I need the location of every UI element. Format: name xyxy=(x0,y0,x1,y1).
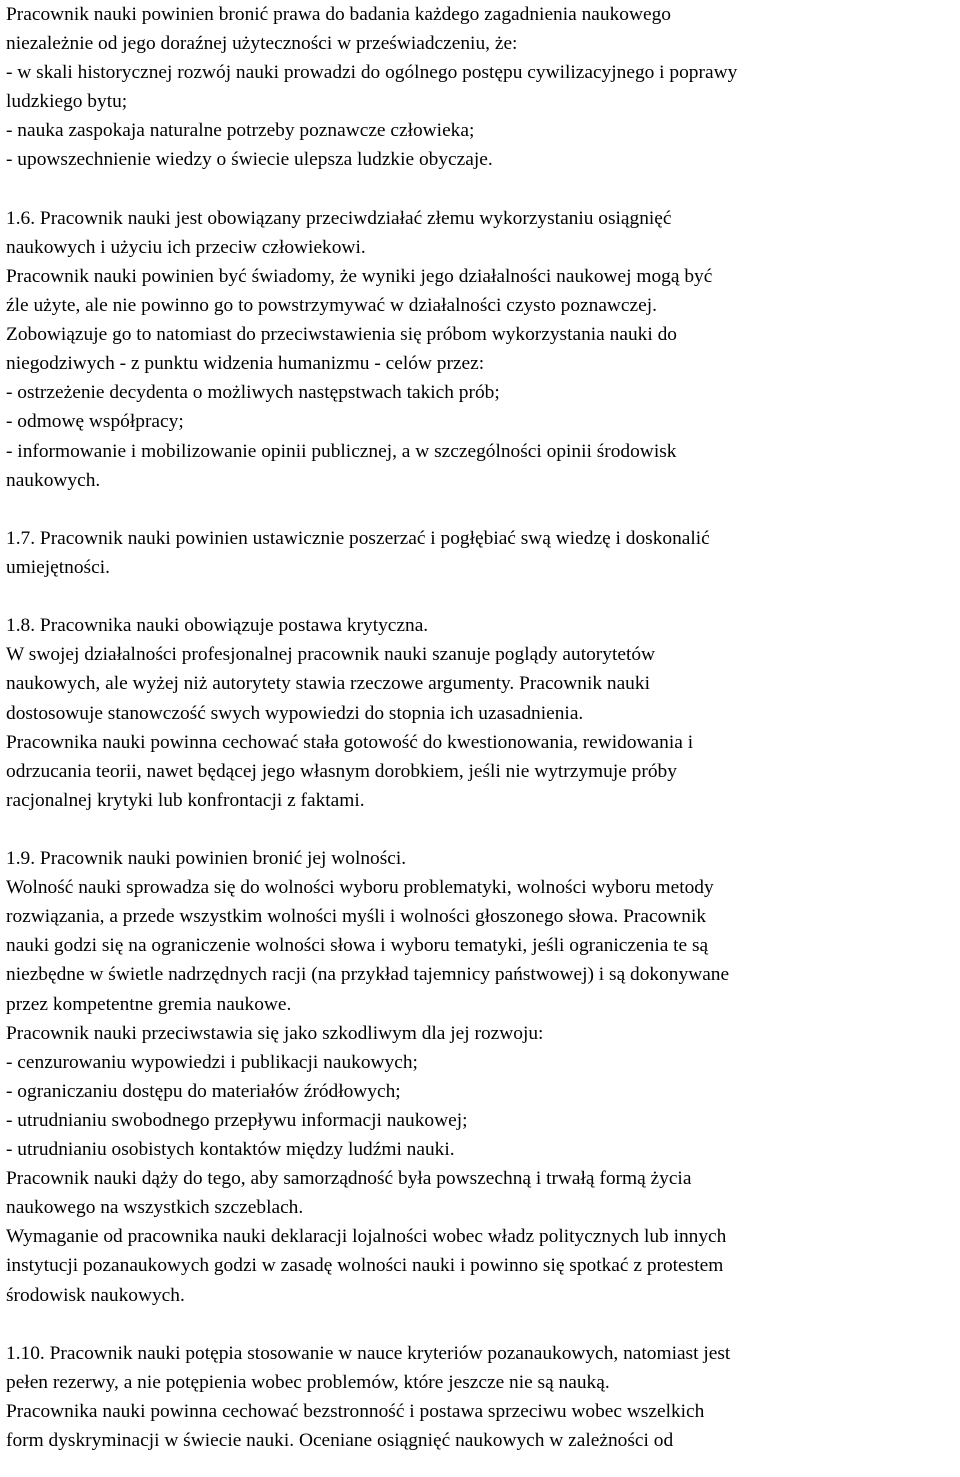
text-line: form dyskryminacji w świecie nauki. Oceniane osiągnięć naukowych w zależności od xyxy=(6,1430,674,1452)
paragraph-spacer xyxy=(6,582,951,611)
text-line: 1.6. Pracownik nauki jest obowiązany przeciwdziałać złemu wykorzystaniu osiągnięć xyxy=(6,207,672,229)
text-line: Wolność nauki sprowadza się do wolności wyboru problematyki, wolności wyboru metody xyxy=(6,877,714,899)
text-line: naukowych i użyciu ich przeciw człowiekowi. xyxy=(6,236,366,258)
text-line: W swojej działalności profesjonalnej pracownik nauki szanuje poglądy autorytetów xyxy=(6,644,656,666)
text-line: niezbędne w świetle nadrzędnych racji (na przykład tajemnicy państwowej) i są dokonywane xyxy=(6,964,730,986)
document-page xyxy=(6,0,951,1455)
text-line: środowisk naukowych. xyxy=(6,1284,185,1306)
text-line: 1.8. Pracownika nauki obowiązuje postawa krytyczna. xyxy=(6,615,429,637)
section-1-6 xyxy=(6,204,951,495)
text-line: Wymaganie od pracownika nauki deklaracji lojalności wobec władz politycznych lub innych xyxy=(6,1226,727,1248)
text-line: rozwiązania, a przede wszystkim wolności myśli i wolności głoszonego słowa. Pracownik xyxy=(6,906,707,928)
text-line: - ostrzeżenie decydenta o możliwych następstwach takich prób; xyxy=(6,382,500,404)
section-1-9 xyxy=(6,844,951,1310)
section-1-10 xyxy=(6,1339,951,1455)
text-line: naukowych, ale wyżej niż autorytety stawia rzeczowe argumenty. Pracownik nauki xyxy=(6,673,650,695)
text-line: pełen rezerwy, a nie potępienia wobec problemów, które jeszcze nie są nauką. xyxy=(6,1371,610,1393)
text-line: - utrudnianiu osobistych kontaktów między ludźmi nauki. xyxy=(6,1139,455,1161)
text-line: nauki godzi się na ograniczenie wolności słowa i wyboru tematyki, jeśli ograniczenia te są xyxy=(6,935,709,957)
text-line: Pracownik nauki powinien bronić prawa do badania każdego zagadnienia naukowego xyxy=(6,4,671,25)
text-line: przez kompetentne gremia naukowe. xyxy=(6,993,292,1015)
text-line: źle użyte, ale nie powinno go to powstrzymywać w działalności czysto poznawczej. xyxy=(6,295,657,317)
text-line: dostosowuje stanowczość swych wypowiedzi do stopnia ich uzasadnienia. xyxy=(6,702,584,724)
section-1-7 xyxy=(6,524,951,582)
text-line: racjonalnej krytyki lub konfrontacji z faktami. xyxy=(6,789,365,811)
text-line: naukowego na wszystkich szczeblach. xyxy=(6,1197,304,1219)
paragraph-spacer xyxy=(6,175,951,204)
text-line: 1.10. Pracownik nauki potępia stosowanie w nauce kryteriów pozanaukowych, natomiast jest xyxy=(6,1342,731,1364)
text-line: - upowszechnienie wiedzy o świecie ulepsza ludzkie obyczaje. xyxy=(6,149,493,171)
text-line: 1.9. Pracownik nauki powinien bronić jej wolności. xyxy=(6,848,407,870)
text-line: umiejętności. xyxy=(6,556,110,578)
text-line: naukowych. xyxy=(6,469,101,491)
paragraph-research-freedom xyxy=(6,0,951,175)
section-1-8 xyxy=(6,611,951,815)
text-line: instytucji pozanaukowych godzi w zasadę wolności nauki i powinno się spotkać z protestem xyxy=(6,1255,724,1277)
text-line: Zobowiązuje go to natomiast do przeciwstawienia się próbom wykorzystania nauki do xyxy=(6,324,677,346)
text-line: Pracownik nauki powinien być świadomy, że wyniki jego działalności naukowej mogą być xyxy=(6,265,713,287)
text-line: - ograniczaniu dostępu do materiałów źródłowych; xyxy=(6,1080,401,1102)
text-line: niegodziwych - z punktu widzenia humanizmu - celów przez: xyxy=(6,353,485,375)
text-line: Pracownik nauki dąży do tego, aby samorządność była powszechną i trwałą formą życia xyxy=(6,1168,692,1190)
text-line: - utrudnianiu swobodnego przepływu informacji naukowej; xyxy=(6,1109,468,1131)
paragraph-spacer xyxy=(6,495,951,524)
text-line: - nauka zaspokaja naturalne potrzeby poznawcze człowieka; xyxy=(6,120,475,142)
text-line: Pracownik nauki przeciwstawia się jako szkodliwym dla jej rozwoju: xyxy=(6,1022,544,1044)
text-line: odrzucania teorii, nawet będącej jego własnym dorobkiem, jeśli nie wytrzymuje próby xyxy=(6,760,677,782)
text-line: - w skali historycznej rozwój nauki prowadzi do ogólnego postępu cywilizacyjnego i poprawy xyxy=(6,62,738,84)
text-line: - odmowę współpracy; xyxy=(6,411,184,433)
text-line: Pracownika nauki powinna cechować stała gotowość do kwestionowania, rewidowania i xyxy=(6,731,694,753)
text-line: ludzkiego bytu; xyxy=(6,91,128,113)
text-line: Pracownika nauki powinna cechować bezstronność i postawa sprzeciwu wobec wszelkich xyxy=(6,1400,705,1422)
text-line: - cenzurowaniu wypowiedzi i publikacji naukowych; xyxy=(6,1051,418,1073)
text-line: niezależnie od jego doraźnej użyteczności w przeświadczeniu, że: xyxy=(6,33,518,55)
paragraph-spacer xyxy=(6,815,951,844)
text-line: - informowanie i mobilizowanie opinii publicznej, a w szczególności opinii środowisk xyxy=(6,440,677,462)
paragraph-spacer xyxy=(6,1310,951,1339)
text-line: 1.7. Pracownik nauki powinien ustawicznie poszerzać i pogłębiać swą wiedzę i doskonalić xyxy=(6,527,710,549)
